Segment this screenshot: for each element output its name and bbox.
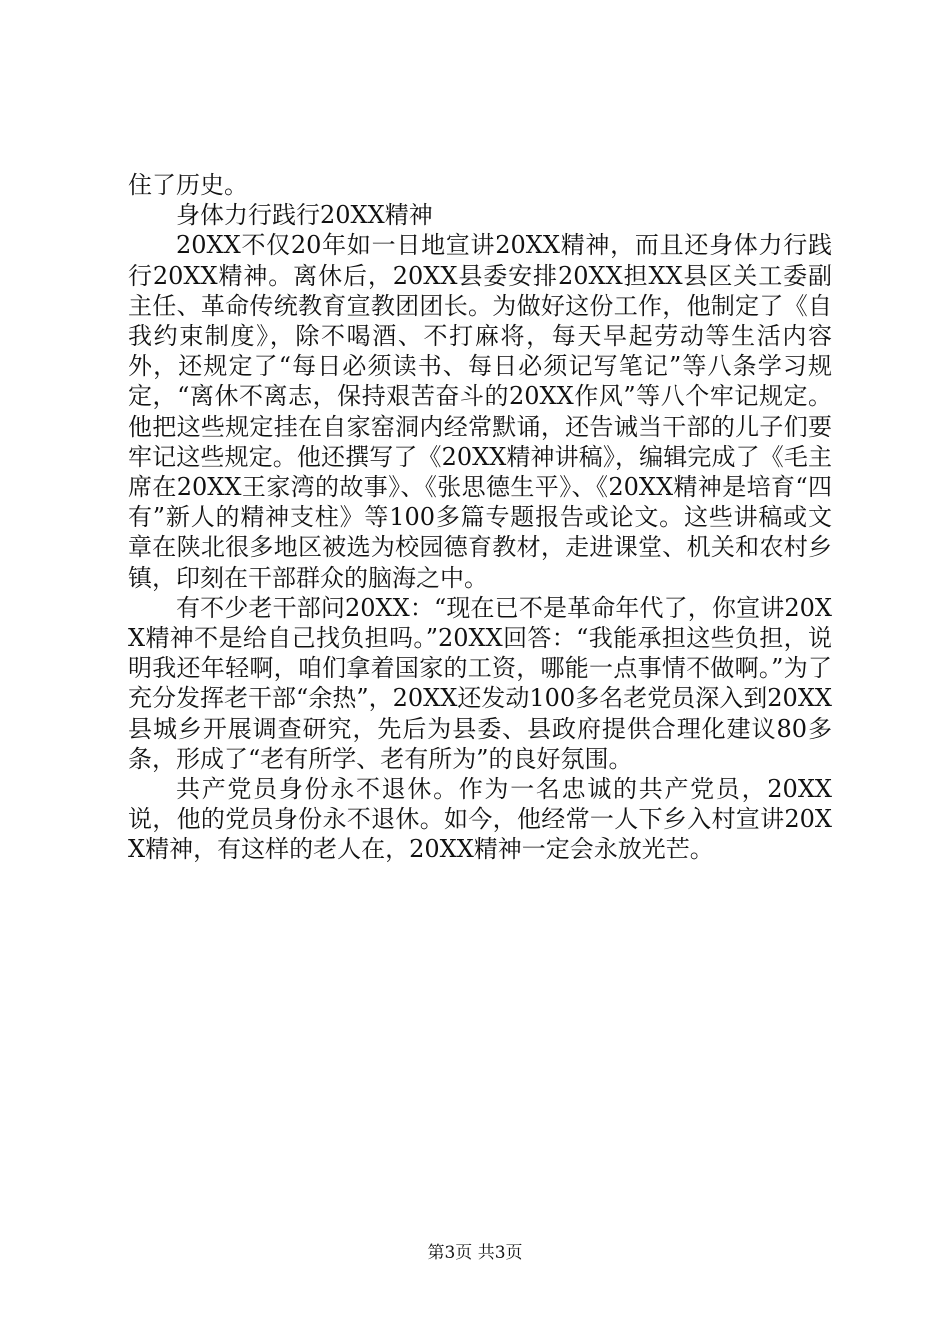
paragraph-body: 20XX不仅20年如一日地宣讲20XX精神，而且还身体力行践行20XX精神。离休后，20XX县委安排20XX担XX县区关工委副主任、革命传统教育宣教团团长。为做好这份工作，他制定了《自我约束制度》，除不喝酒、不打麻将，每天早起劳动等生活内容外，还规定了“每日必须读书、每日必须记写笔记”等八条学习规定，“离休不离志，保持艰苦奋斗的20XX作风”等八个牢记规定。他把这些规定挂在自家窑洞内经常默诵，还告诫当干部的儿子们要牢记这些规定。他还撰写了《20XX精神讲稿》，编辑完成了《毛主席在20XX王家湾的故事》、《张思德生平》、《20XX精神是培育“四有”新人的精神支柱》等100多篇专题报告或论文。这些讲稿或文章在陕北很多地区被选为校园德育教材，走进课堂、机关和农村乡镇，印刻在干部群众的脑海之中。 [128,231,832,592]
paragraph-body: 共产党员身份永不退休。作为一名忠诚的共产党员，20XX说，他的党员身份永不退休。如今，他经常一人下乡入村宣讲20XX精神，有这样的老人在，20XX精神一定会永放光芒。 [128,775,832,864]
section-heading: 身体力行践行20XX精神 [176,201,433,230]
page-footer [0,1242,950,1264]
page-number-label: 第3页 共3页 [427,1243,523,1263]
paragraph-continuation: 住了历史。 [128,171,248,199]
document-body [128,170,832,865]
paragraph-body: 有不少老干部问20XX：“现在已不是革命年代了，你宣讲20XX精神不是给自己找负担吗。”20XX回答：“我能承担这些负担，说明我还年轻啊，咱们拿着国家的工资，哪能一点事情不做啊。”为了充分发挥老干部“余热”，20XX还发动100多名老党员深入到20XX县城乡开展调查研究，先后为县委、县政府提供合理化建议80多条，形成了“老有所学、老有所为”的良好氛围。 [128,593,832,773]
